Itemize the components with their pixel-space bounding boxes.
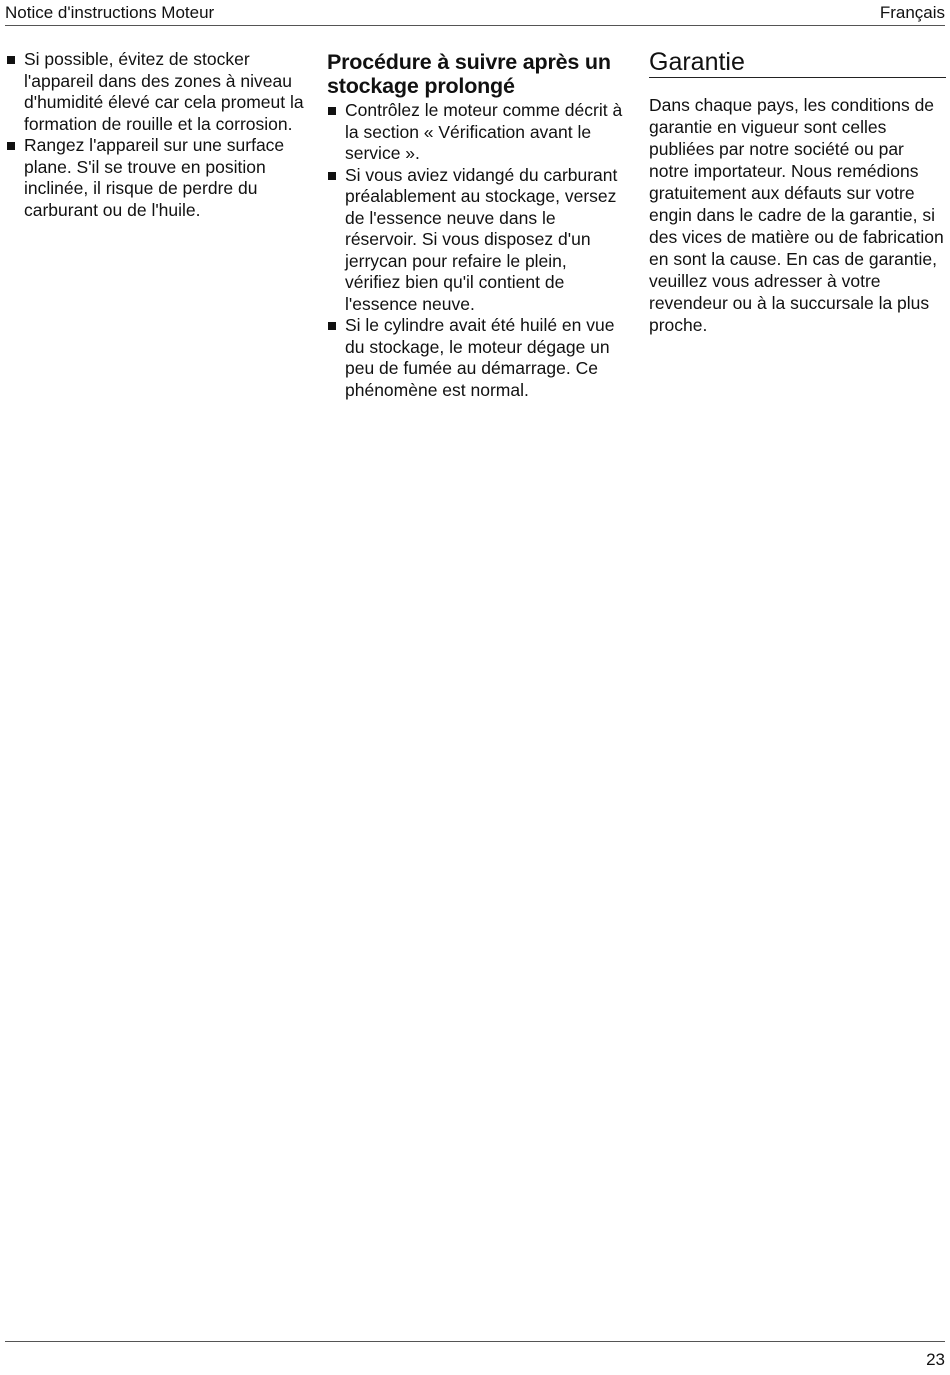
list-item-text: Rangez l'appareil sur une surface plane. S'il se trouve en position inclinée, il risque de perdre du carburant ou de l'huile. bbox=[24, 135, 285, 220]
square-bullet-icon bbox=[328, 172, 336, 180]
after-storage-list bbox=[327, 100, 627, 401]
list-item-text: Si vous aviez vidangé du carburant préalablement au stockage, versez de l'essence neuve dans le réservoir. Si vous disposez d'un jerrycan pour refaire le plein, vérifiez bien qu'il contient de l'essence neuve. bbox=[345, 164, 618, 314]
list-item bbox=[6, 135, 306, 221]
warranty-section bbox=[649, 48, 946, 336]
storage-tips-list bbox=[6, 49, 306, 221]
square-bullet-icon bbox=[7, 56, 15, 64]
page-footer bbox=[5, 1341, 945, 1372]
list-item bbox=[327, 315, 627, 401]
list-item-text: Si le cylindre avait été huilé en vue du stockage, le moteur dégage un peu de fumée au démarrage. Ce phénomène est normal. bbox=[345, 315, 615, 400]
list-item-text: Contrôlez le moteur comme décrit à la section « Vérification avant le service ». bbox=[345, 100, 623, 163]
list-item bbox=[6, 49, 306, 135]
list-item bbox=[327, 165, 627, 316]
list-item bbox=[327, 100, 627, 165]
page-number: 23 bbox=[926, 1350, 945, 1369]
square-bullet-icon bbox=[7, 142, 15, 150]
warranty-paragraph: Dans chaque pays, les conditions de garantie en vigueur sont celles publiées par notre société ou par notre importateur. Nous remédions gratuitement aux défauts sur votre engin dans le cadre de la garantie, si des vices de matière ou de fabrication en sont la cause. En cas de garantie, veuillez vous adresser à votre revendeur ou à la succursale la plus proche. bbox=[649, 95, 944, 335]
page-header bbox=[5, 0, 945, 26]
square-bullet-icon bbox=[328, 107, 336, 115]
warranty-heading: Garantie bbox=[649, 48, 946, 78]
section-heading: Procédure à suivre après un stockage prolongé bbox=[327, 50, 611, 98]
storage-tips-column bbox=[6, 49, 306, 221]
list-item-text: Si possible, évitez de stocker l'appareil dans des zones à niveau d'humidité élevé car cela promeut la formation de rouille et la corrosion. bbox=[24, 49, 304, 134]
after-storage-section bbox=[327, 50, 627, 401]
manual-title: Notice d'instructions Moteur bbox=[5, 3, 215, 22]
square-bullet-icon bbox=[328, 322, 336, 330]
language-label: Français bbox=[879, 3, 945, 22]
